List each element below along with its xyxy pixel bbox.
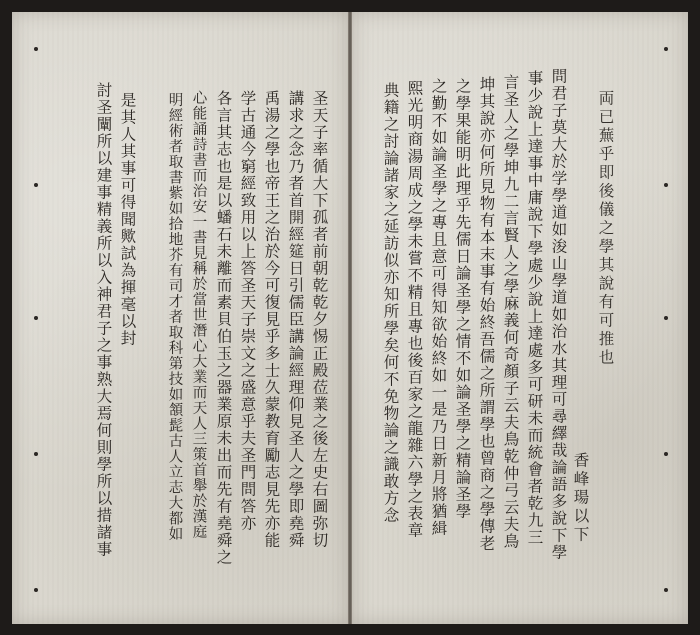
binding-hole <box>664 316 668 320</box>
left-column-5: 各言其志也是以蟠石未離而素貝伯玉之器業原未出而先有堯舜之 <box>214 90 233 566</box>
right-column-3: 言圣人之學坤九二言賢人之學麻義何奇顏子云夫鳥乾仲弓云夫鳥 <box>501 74 520 550</box>
binding-hole <box>34 452 38 456</box>
left-column-4: 学古通今窮經致用以上答圣天子崇文之盛意乎夫圣門問答亦 <box>238 90 257 532</box>
binding-hole <box>664 588 668 592</box>
binding-hole <box>34 47 38 51</box>
binding-hole <box>664 183 668 187</box>
page-fold <box>348 12 352 624</box>
right-column-7: 熙光明商湯周成之學未嘗不精且專也後百家之龍雜六學之表章 <box>405 80 424 539</box>
left-column-8: 是其人其事可得聞歟試為揮毫以封 <box>118 92 137 347</box>
right-column-5: 之學果能明此理乎先儒日論圣學之情不如論圣學之精論圣學 <box>453 78 472 520</box>
binding-hole <box>34 183 38 187</box>
right-column-1: 問君子莫大於学學道如浚山學道如治水其理可尋繹哉論語多說下學 <box>549 68 568 561</box>
binding-hole <box>34 316 38 320</box>
right-column-2: 事少說上達事中庸說下學處少說上達處多可研未而統會者乾九三 <box>525 70 544 546</box>
right-column-8: 典籍之討論諸家之延訪似亦知所學矣何不免物論之識敢方念 <box>381 82 400 524</box>
left-column-9: 討圣闡所以建事精義所以入神君子之事熟大焉何則學所以措諸事 <box>94 82 113 558</box>
right-page <box>352 12 688 624</box>
left-column-7: 明經術者取書紫如拾地芥有司才者取科第技如頷髭古人立志大都如 <box>166 92 183 542</box>
right-column-6: 之勤不如論圣學之專且意可得知欲始終如一是乃日新月將猶緝 <box>429 78 448 537</box>
left-column-3: 禹湯之學也帝王之治於今可復見乎多士久蒙教育勵志見先亦能 <box>262 90 281 549</box>
binding-hole <box>664 452 668 456</box>
left-column-2: 講求之念乃者首開經筵日引儒臣講論經理仰見圣人之學即堯舜 <box>286 90 305 549</box>
binding-hole <box>664 47 668 51</box>
author-line: 香峰瑒以下 <box>571 452 590 545</box>
left-column-1: 圣天子率循大下孤者前朝乾乾夕惕正殿莅業之後左史右圖弥切 <box>310 90 329 549</box>
left-column-6: 心能誦詩書而治安一書見稱於當世潛心大業而天人三策首舉於漢庭 <box>190 90 207 540</box>
essay-title: 両已蕪乎即後儀之學其說有可推也 <box>596 90 615 368</box>
binding-hole <box>34 588 38 592</box>
right-column-4: 坤其說亦何所見物有本末事有始終吾儒之所謂學也曾商之學傳老 <box>477 76 496 552</box>
